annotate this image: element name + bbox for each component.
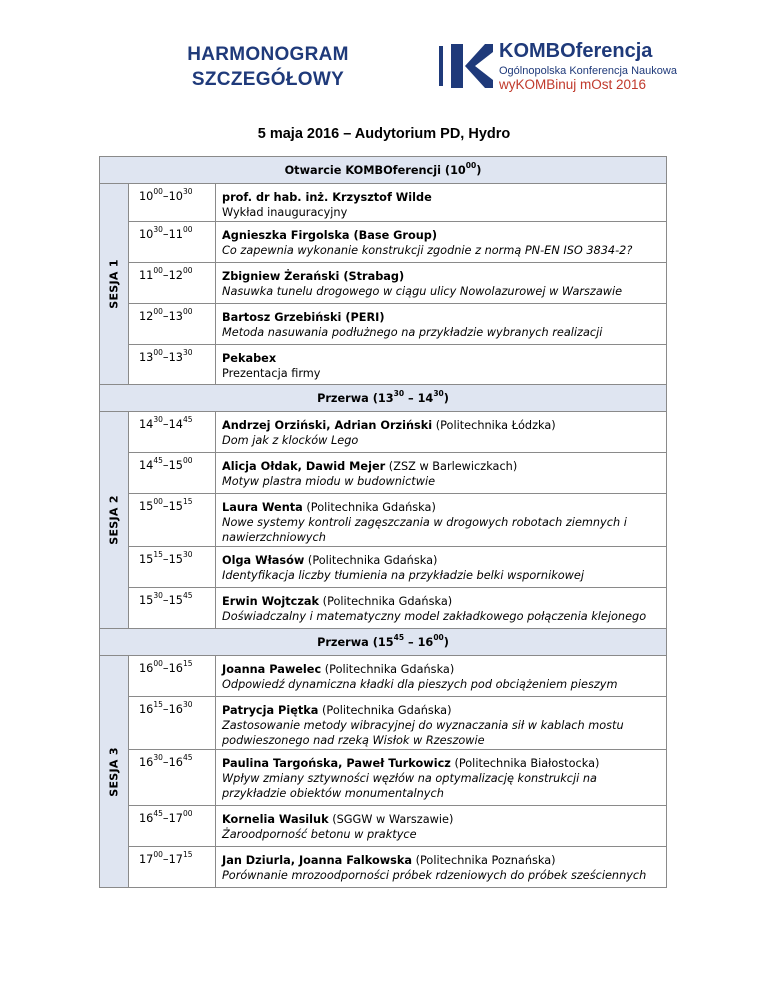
speaker-affiliation: (Politechnika Gdańska)	[302, 501, 436, 514]
talk-details	[216, 656, 667, 697]
speaker-name: Bartosz Grzebiński (PERI)	[222, 311, 385, 324]
time-slot: $16^{15}-16^{30}$	[129, 697, 216, 750]
talk-details	[216, 453, 667, 494]
break-row-cell: Przerwa $(13^{30} - 14^{30})$	[100, 385, 667, 412]
time-slot: $15^{30}-15^{45}$	[129, 588, 216, 629]
talk-title: Żaroodporność betonu w praktyce	[222, 828, 417, 841]
logo-divider	[439, 46, 443, 86]
speaker-affiliation: (ZSZ w Barlewiczkach)	[385, 460, 518, 473]
time-slot: $10^{30}-11^{00}$	[129, 222, 216, 263]
speaker-affiliation: (Politechnika Białostocka)	[450, 757, 600, 770]
talk-row	[100, 453, 667, 494]
talk-title: Metoda nasuwania podłużnego na przykładzie wybranych realizacji	[222, 326, 603, 339]
speaker-affiliation: (Politechnika Gdańska)	[318, 704, 452, 717]
talk-title: Doświadczalny i matematyczny model zakładkowego połączenia klejonego	[222, 610, 647, 623]
talk-title: Zastosowanie metody wibracyjnej do wyznaczania sił w kablach mostu podwieszonego nad rzeką Wisłok w Rzeszowie	[222, 719, 624, 747]
talk-title: Odpowiedź dynamiczna kładki dla pieszych pod obciążeniem pieszym	[222, 678, 618, 691]
speaker-affiliation: (SGGW w Warszawie)	[328, 813, 454, 826]
talk-row	[100, 697, 667, 750]
talk-details	[216, 184, 667, 222]
talk-row	[100, 494, 667, 547]
talk-details	[216, 547, 667, 588]
talk-title: Nowe systemy kontroli zagęszczania w drogowych robotach ziemnych i nawierzchniowych	[222, 516, 627, 544]
break-row	[100, 385, 667, 412]
speaker-name: Erwin Wojtczak	[222, 595, 320, 608]
speaker-affiliation: (Politechnika Poznańska)	[412, 854, 556, 867]
talk-row	[100, 847, 667, 888]
time-slot: $15^{15}-15^{30}$	[129, 547, 216, 588]
schedule-table	[99, 156, 667, 888]
time-slot: $12^{00}-13^{00}$	[129, 304, 216, 345]
speaker-name: Zbigniew Żerański (Strabag)	[222, 270, 405, 283]
speaker-name: Pekabex	[222, 352, 277, 365]
talk-details	[216, 345, 667, 385]
speaker-name: Paulina Targońska, Paweł Turkowicz	[222, 757, 451, 770]
session-label: SESJA 1	[107, 259, 121, 309]
talk-row	[100, 588, 667, 629]
talk-title: Co zapewnia wykonanie konstrukcji zgodnie z normą PN-EN ISO 3834-2?	[222, 244, 633, 257]
header-title: HARMONOGRAM SZCZEGÓŁOWY	[187, 44, 349, 90]
speaker-name: Kornelia Wasiluk	[222, 813, 329, 826]
time-slot: $16^{30}-16^{45}$	[129, 750, 216, 806]
session-label: SESJA 3	[107, 746, 121, 797]
talk-title: Wykład inauguracyjny	[222, 206, 348, 219]
time-slot: $14^{30}-14^{45}$	[129, 412, 216, 453]
talk-details	[216, 847, 667, 888]
talk-row	[100, 547, 667, 588]
speaker-affiliation: (Politechnika Łódzka)	[432, 419, 556, 432]
session-label: SESJA 2	[107, 495, 121, 545]
talk-row	[100, 412, 667, 453]
talk-title: Identyfikacja liczby tłumienia na przykładzie belki wspornikowej	[222, 569, 585, 582]
talk-title: Motyw plastra miodu w budownictwie	[222, 475, 436, 488]
talk-details	[216, 263, 667, 304]
speaker-name: Laura Wenta	[222, 501, 303, 514]
conference-logo	[439, 40, 679, 92]
speaker-name: Jan Dziurla, Joanna Falkowska	[222, 854, 413, 867]
speaker-affiliation: (Politechnika Gdańska)	[321, 663, 455, 676]
opening-row	[100, 157, 667, 184]
date-title: 5 maja 2016 – Audytorium PD, Hydro	[257, 126, 511, 142]
talk-row	[100, 304, 667, 345]
time-slot: $16^{45}-17^{00}$	[129, 806, 216, 847]
talk-row	[100, 222, 667, 263]
logo-subtitle: Ogólnopolska Konferencja Naukowa	[499, 65, 677, 77]
talk-title: Nasuwka tunelu drogowego w ciągu ulicy Nowolazurowej w Warszawie	[222, 285, 623, 298]
break-row	[100, 629, 667, 656]
session-label-cell	[100, 184, 129, 385]
speaker-name: Andrzej Orziński, Adrian Orziński	[222, 419, 433, 432]
talk-details	[216, 412, 667, 453]
talk-row	[100, 263, 667, 304]
time-slot: $17^{00}-17^{15}$	[129, 847, 216, 888]
speaker-affiliation: (Politechnika Gdańska)	[304, 554, 438, 567]
break-row-cell: Przerwa $(15^{45} - 16^{00})$	[100, 629, 667, 656]
talk-row	[100, 345, 667, 385]
logo-tagline: wyKOMBinuj mOst 2016	[499, 77, 647, 92]
time-slot: $15^{00}-15^{15}$	[129, 494, 216, 547]
talk-title: Wpływ zmiany sztywności węzłów na optymalizację konstrukcji na przykładzie obiektów monumentalnych	[222, 772, 597, 800]
speaker-name: Agnieszka Firgolska (Base Group)	[222, 229, 438, 242]
speaker-name: Patrycja Piętka	[222, 704, 319, 717]
kombo-k-icon	[451, 44, 493, 88]
opening-row-cell: Otwarcie KOMBOferencji $(10^{00})$	[100, 157, 667, 184]
speaker-name: Alicja Ołdak, Dawid Mejer	[222, 460, 386, 473]
speaker-affiliation: (Politechnika Gdańska)	[319, 595, 453, 608]
talk-row	[100, 750, 667, 806]
talk-title: Prezentacja firmy	[222, 367, 321, 380]
session-label-cell	[100, 412, 129, 629]
time-slot: $11^{00}-12^{00}$	[129, 263, 216, 304]
talk-row	[100, 806, 667, 847]
talk-details	[216, 588, 667, 629]
talk-details	[216, 494, 667, 547]
talk-title: Porównanie mrozoodporności próbek rdzeniowych do próbek sześciennych	[222, 869, 647, 882]
speaker-name: prof. dr hab. inż. Krzysztof Wilde	[222, 191, 432, 204]
speaker-name: Olga Własów	[222, 554, 305, 567]
time-slot: $16^{00}-16^{15}$	[129, 656, 216, 697]
talk-details	[216, 304, 667, 345]
talk-details	[216, 222, 667, 263]
talk-row	[100, 656, 667, 697]
talk-details	[216, 750, 667, 806]
time-slot: $14^{45}-15^{00}$	[129, 453, 216, 494]
talk-row	[100, 184, 667, 222]
talk-title: Dom jak z klocków Lego	[222, 434, 359, 447]
logo-brand: KOMBOferencja	[499, 40, 653, 62]
time-slot: $13^{00}-13^{30}$	[129, 345, 216, 385]
time-slot: $10^{00}-10^{30}$	[129, 184, 216, 222]
speaker-name: Joanna Pawelec	[222, 663, 322, 676]
talk-details	[216, 697, 667, 750]
session-label-cell	[100, 656, 129, 888]
talk-details	[216, 806, 667, 847]
